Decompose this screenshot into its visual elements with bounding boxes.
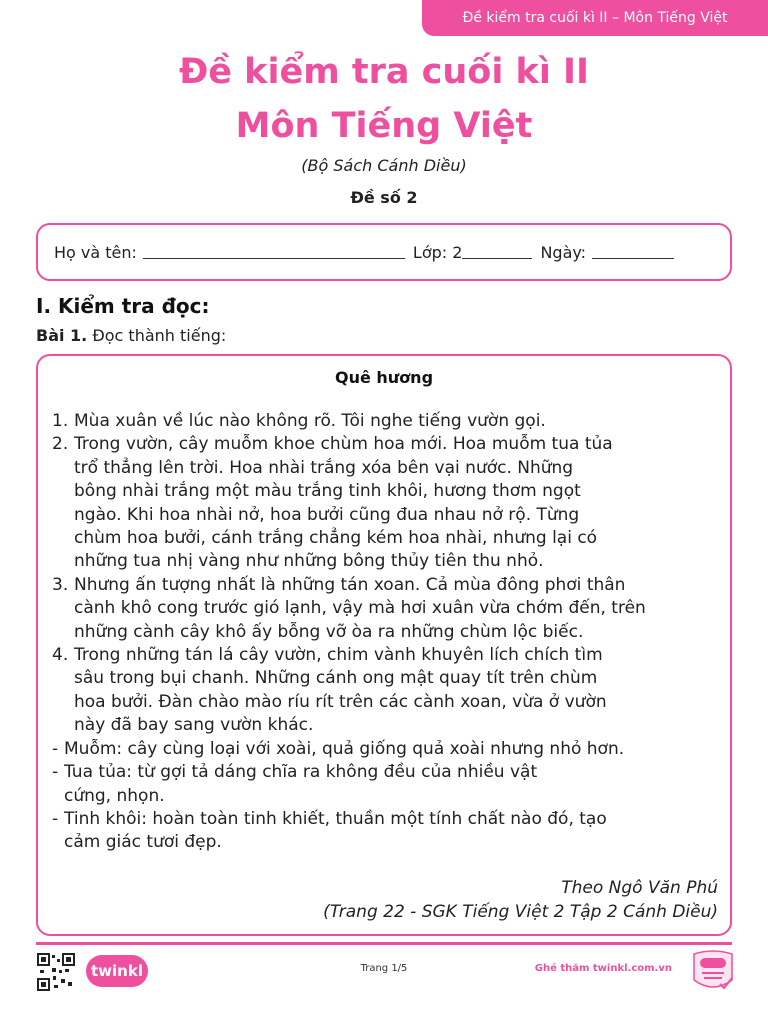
paragraph-line: Mùa xuân về lúc nào không rõ. Tôi nghe tiếng vườn gọi. bbox=[74, 411, 546, 431]
paragraph-line: Trong vườn, cây muỗm khoe chùm hoa mới. Hoa muỗm tua tủa bbox=[74, 434, 613, 455]
page-title-line-1: Đề kiểm tra cuối kì II bbox=[178, 52, 590, 92]
section-title: I. Kiểm tra đọc: bbox=[36, 294, 210, 318]
page-title-line-2: Môn Tiếng Việt bbox=[235, 106, 533, 146]
paragraph-line: trổ thẳng lên trời. Hoa nhài trắng xóa bên vại nước. Những bbox=[74, 457, 574, 478]
source-citation: (Trang 22 - SGK Tiếng Việt 2 Tập 2 Cánh Diều) bbox=[323, 902, 718, 922]
reading-title: Quê hương bbox=[334, 368, 434, 387]
name-line[interactable] bbox=[143, 245, 405, 259]
exam-number: Đề số 2 bbox=[350, 188, 418, 207]
note-line: cảm giác tươi đẹp. bbox=[64, 832, 222, 853]
paragraph-line: sâu trong bụi chanh. Những cánh ong mật quay tít trên chùm bbox=[74, 668, 598, 689]
note-marker: - bbox=[52, 762, 59, 783]
note-text bbox=[64, 761, 728, 808]
task-heading bbox=[36, 326, 226, 345]
paragraph-line: hoa bưởi. Đàn chào mào ríu rít trên các cành xoan, vừa ở vườn bbox=[74, 691, 607, 712]
task-label: Bài 1. bbox=[36, 326, 88, 345]
paragraph-line: Trong những tán lá cây vườn, chim vành khuyên lích chích tìm bbox=[74, 645, 603, 666]
paragraph-line: chùm hoa bưởi, cánh trắng chẳng kém hoa nhài, nhưng lại có bbox=[74, 528, 598, 549]
note-line: cứng, nhọn. bbox=[64, 785, 165, 806]
note-marker: - bbox=[52, 808, 59, 829]
paragraph-line: Nhưng ấn tượng nhất là những tán xoan. Cả mùa đông phơi thân bbox=[74, 574, 626, 595]
paragraph-marker: 2. bbox=[52, 434, 69, 455]
note-line: Tinh khôi: hoàn toàn tinh khiết, thuần một tính chất nào đó, tạo bbox=[64, 808, 607, 829]
paragraph-marker: 1. bbox=[52, 411, 69, 431]
note-3 bbox=[52, 808, 728, 855]
footer-rule bbox=[36, 942, 732, 945]
date-line[interactable] bbox=[592, 245, 674, 259]
paragraph-4 bbox=[52, 644, 728, 738]
note-line: Muỗm: cây cùng loại với xoài, quả giống quả xoài nhưng nhỏ hơn. bbox=[64, 738, 625, 759]
paragraph-line: này đã bay sang vườn khác. bbox=[74, 715, 314, 736]
header-tab: Đề kiểm tra cuối kì II – Môn Tiếng Việt bbox=[422, 0, 768, 36]
note-1 bbox=[52, 738, 728, 761]
note-marker: - bbox=[52, 738, 59, 759]
page-number: Trang 1/5 bbox=[360, 963, 408, 974]
paragraph-marker: 3. bbox=[52, 574, 69, 595]
note-text bbox=[64, 808, 728, 855]
class-label: Lớp: 2 bbox=[412, 242, 463, 262]
paragraph-3 bbox=[52, 574, 728, 644]
reading-passage bbox=[52, 410, 728, 855]
paragraph-line: bông nhài trắng một màu trắng tinh khôi, hương thơm ngọt bbox=[74, 481, 581, 502]
note-line: Tua tủa: từ gợi tả dáng chĩa ra không đều của nhiều vật bbox=[64, 762, 538, 783]
paragraph-line: ngào. Khi hoa nhài nở, hoa bưởi cũng đua nhau nở rộ. Từng bbox=[74, 504, 580, 525]
author-credit: Theo Ngô Văn Phú bbox=[561, 878, 718, 898]
note-text bbox=[64, 738, 728, 761]
paragraph-line: những cành cây khô ấy bỗng vỡ òa ra những chùm lộc biếc. bbox=[74, 621, 584, 642]
paragraph-line: những tua nhị vàng như những bông thủy tiên thu nhỏ. bbox=[74, 551, 544, 572]
class-line[interactable] bbox=[462, 245, 532, 259]
paragraph-text bbox=[74, 410, 728, 433]
paragraph-1 bbox=[52, 410, 728, 433]
date-label: Ngày: bbox=[540, 242, 587, 262]
quality-badge-icon bbox=[690, 950, 736, 992]
task-text: Đọc thành tiếng: bbox=[92, 326, 227, 345]
note-2 bbox=[52, 761, 728, 808]
paragraph-text bbox=[74, 574, 728, 644]
visit-link[interactable]: Ghé thăm twinkl.com.vn bbox=[534, 963, 672, 974]
subtitle: (Bộ Sách Cánh Diều) bbox=[301, 156, 467, 175]
student-info-box bbox=[36, 223, 732, 281]
paragraph-text bbox=[74, 433, 728, 573]
paragraph-marker: 4. bbox=[52, 645, 69, 666]
paragraph-2 bbox=[52, 433, 728, 573]
twinkl-logo: twinkl bbox=[86, 955, 148, 987]
paragraph-text bbox=[74, 644, 728, 738]
paragraph-line: cành khô cong trước gió lạnh, vậy mà hơi xuân vừa chớm đến, trên bbox=[74, 598, 646, 619]
name-label: Họ và tên: bbox=[54, 242, 137, 262]
